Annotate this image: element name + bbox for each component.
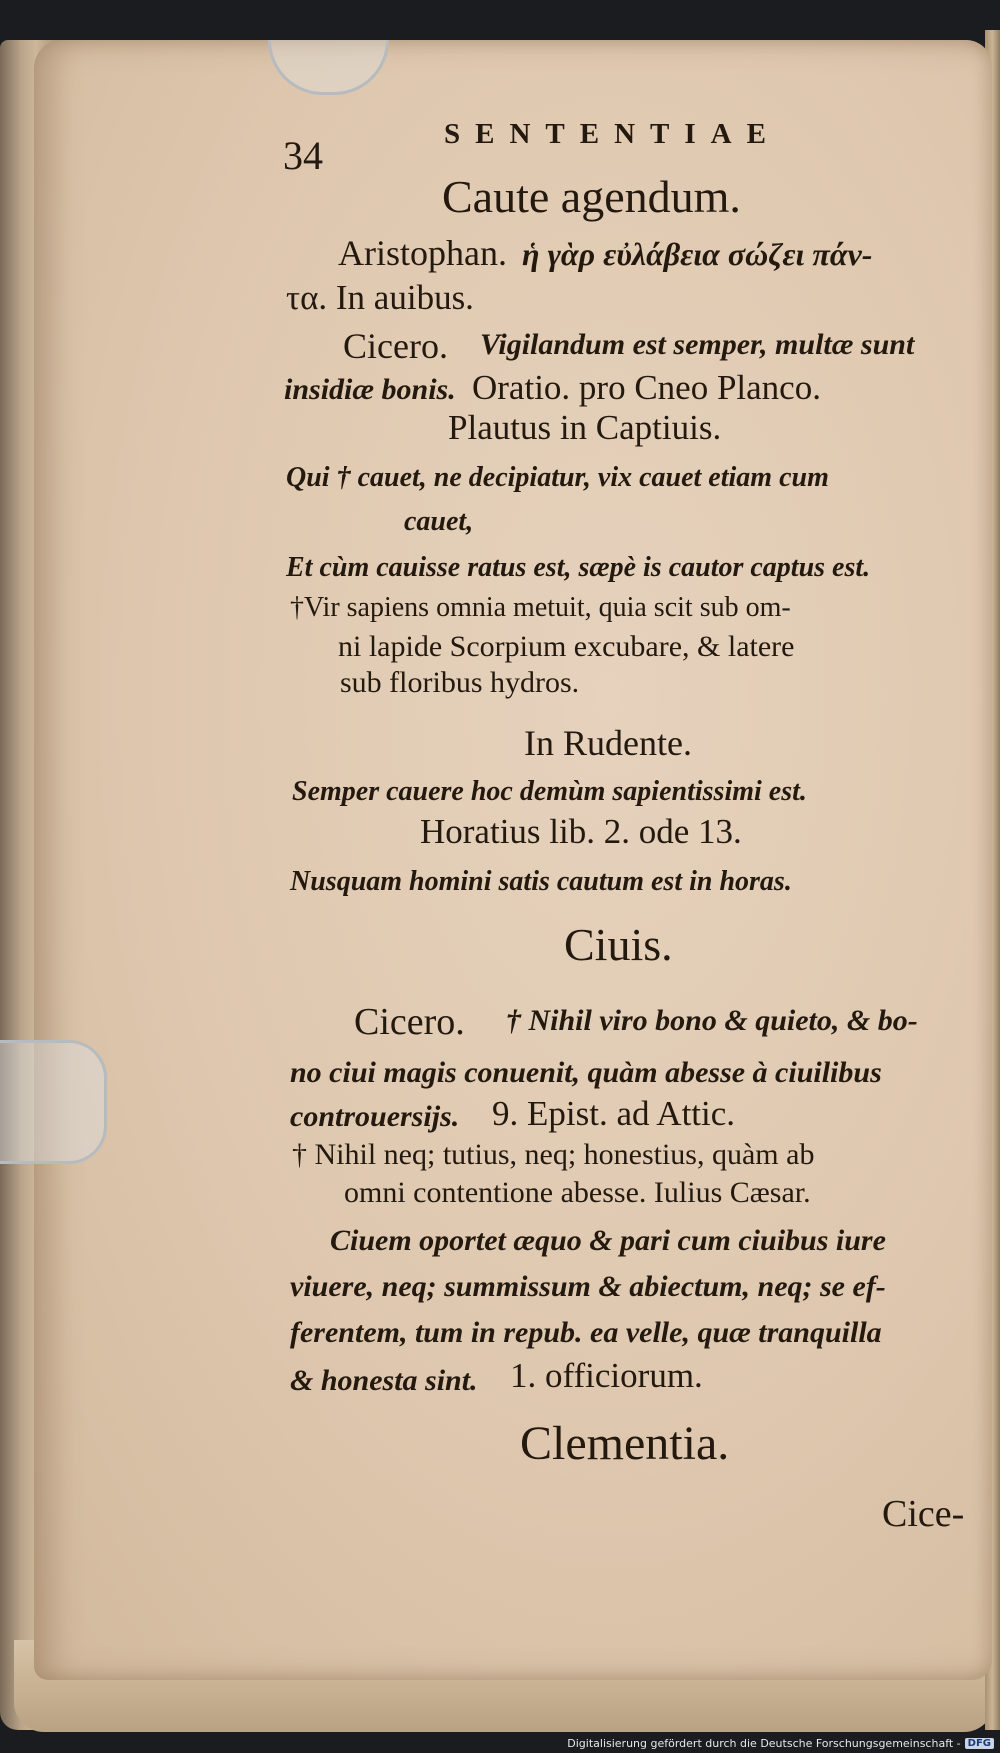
ciuis-line1-quote: † Nihil viro bono & quieto, & bo- bbox=[506, 1004, 918, 1037]
caute-line13-quote: Semper cauere hoc demùm sapientissimi est. bbox=[292, 776, 807, 807]
caute-line9: †Vir sapiens omnia metuit, quia scit sub om- bbox=[290, 592, 791, 623]
caute-line2: τα. In auibus. bbox=[286, 278, 474, 317]
heading-caute-agendum: Caute agendum. bbox=[442, 171, 741, 222]
ciuis-line3-source: 9. Epist. ad Attic. bbox=[492, 1094, 736, 1133]
ciuis-line2-quote: no ciui magis conuenit, quàm abesse à ciuilibus bbox=[290, 1056, 882, 1089]
book-page bbox=[34, 40, 992, 1680]
caute-line4-source: Oratio. pro Cneo Planco. bbox=[472, 368, 821, 407]
ciuis-line8-quote: ferentem, tum in repub. ea velle, quæ tranquilla bbox=[290, 1316, 882, 1349]
ciuis-line7-quote: viuere, neq; summissum & abiectum, neq; se ef- bbox=[290, 1270, 886, 1303]
ciuis-line5: omni contentione abesse. Iulius Cæsar. bbox=[344, 1176, 811, 1209]
caute-line10: ni lapide Scorpium excubare, & latere bbox=[338, 630, 795, 663]
caute-line8-quote: Et cùm cauisse ratus est, sæpè is cautor captus est. bbox=[286, 552, 871, 583]
caute-line7-quote: cauet, bbox=[404, 506, 474, 537]
caute-line11: sub floribus hydros. bbox=[340, 666, 580, 699]
caute-line15-quote: Nusquam homini satis cautum est in horas. bbox=[290, 866, 792, 897]
ciuis-line3-quote: controuersijs. bbox=[290, 1100, 460, 1133]
caute-line1-greek: ἡ γὰρ εὐλάβεια σώζει πάν- bbox=[522, 236, 873, 272]
running-title: SENTENTIAE bbox=[444, 118, 781, 150]
heading-ciuis: Ciuis. bbox=[564, 919, 673, 970]
ciuis-line1-author: Cicero. bbox=[354, 1001, 465, 1043]
digitization-credit bbox=[567, 1734, 994, 1752]
ciuis-line4: † Nihil neq; tutius, neq; honestius, quàm ab bbox=[292, 1138, 815, 1171]
caute-line6-quote: Qui † cauet, ne decipiatur, vix cauet etiam cum bbox=[286, 462, 829, 493]
ciuis-line6-quote: Ciuem oportet æquo & pari cum ciuibus iure bbox=[330, 1224, 886, 1257]
ciuis-line9-quote: & honesta sint. bbox=[290, 1364, 478, 1397]
caute-line3-author: Cicero. bbox=[343, 326, 448, 366]
caute-line3-quote: Vigilandum est semper, multæ sunt bbox=[480, 328, 915, 361]
ciuis-line9-source: 1. officiorum. bbox=[510, 1356, 703, 1395]
caute-line4-quote: insidiæ bonis. bbox=[284, 373, 456, 406]
caute-line1-author: Aristophan. bbox=[338, 233, 507, 273]
book-clip-side bbox=[0, 1040, 107, 1164]
caute-line5-source: Plautus in Captiuis. bbox=[448, 408, 722, 447]
dfg-logo: DFG bbox=[965, 1738, 994, 1749]
catchword: Cice- bbox=[882, 1493, 965, 1535]
caute-line12-source: In Rudente. bbox=[524, 723, 692, 763]
page-number: 34 bbox=[283, 133, 323, 178]
heading-clementia: Clementia. bbox=[520, 1417, 730, 1470]
credit-text: Digitalisierung gefördert durch die Deutsche Forschungsgemeinschaft - bbox=[567, 1736, 961, 1750]
caute-line14-source: Horatius lib. 2. ode 13. bbox=[420, 812, 742, 851]
